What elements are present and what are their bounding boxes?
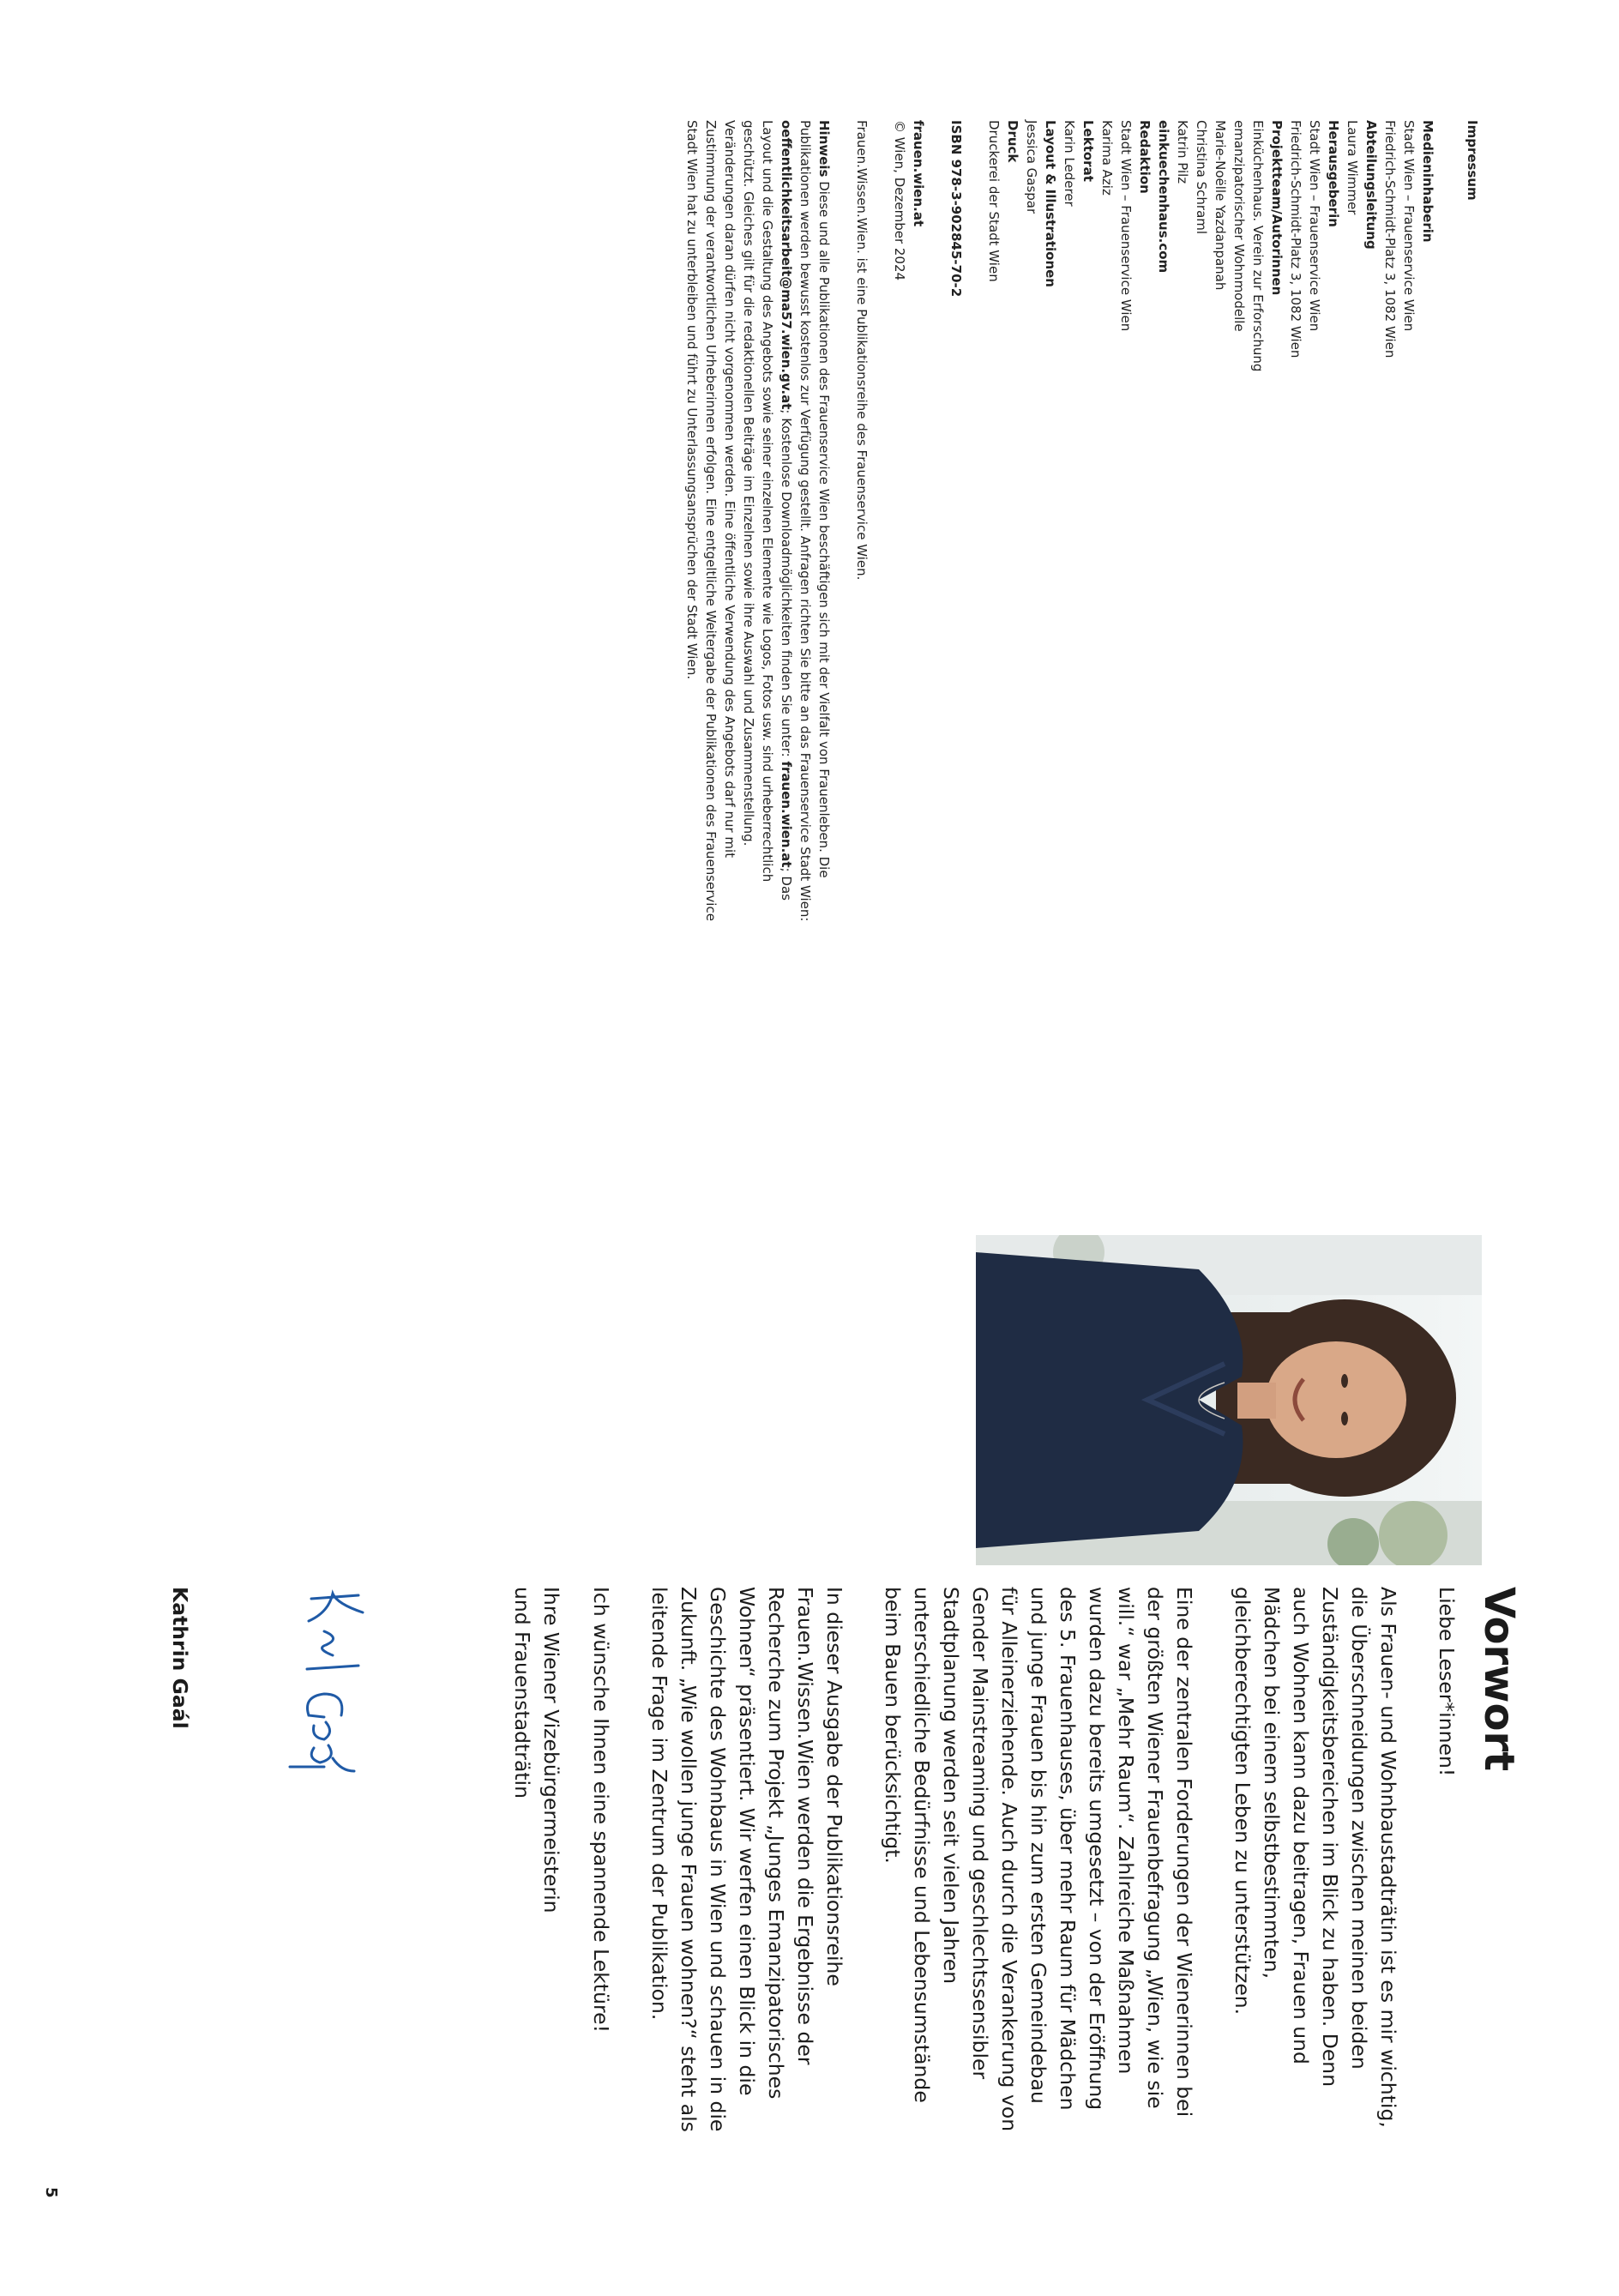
vorwort-paragraph: In dieser Ausgabe der Publikationsreihe Frauen.Wissen.Wien werden die Ergebnisse der Recherche zum Projekt „Junges Emanzipatorisches Wohnen“ präsentiert. Wir werfen einen Blick in die Geschichte des Wohnbaus in Wien und schauen in die Zukunft. „Wie wollen junge Frauen wohnen?“ steht als leitende Frage im Zentrum der Publikation. [647, 1587, 846, 2132]
portrait-illustration [976, 1235, 1482, 1565]
portrait-photo [976, 1235, 1482, 1565]
medieninhaberin-address: Friedrich-Schmidt-Platz 3, 1082 Wien [1382, 120, 1398, 359]
hinweis-text: Diese und alle Publikationen des Frauenservice Wien beschäftigen sich mit der Vielfalt von Frauenleben. Die Publikationen werden bewusst kostenlos zur Verfügung gestellt. Anfragen richten Sie bitte an das Frauenservice Stadt Wien: [797, 120, 832, 922]
page-number: 5 [42, 2187, 60, 2198]
author-name: Kathrin Gaál [168, 1587, 193, 1729]
greeting: Liebe Leser*innen! [1435, 1587, 1459, 1777]
medieninhaberin-line: Stadt Wien – Frauenservice Wien [1401, 120, 1417, 332]
druck-label: Druck [1005, 120, 1020, 163]
herausgeberin-label: Herausgeberin [1326, 120, 1341, 227]
vorwort-paragraph: Eine der zentralen Forderungen der Wienerinnen bei der größten Wiener Frauenbefragung „Wien, wie sie will.“ war „Mehr Raum“. Zahlreiche Maßnahmen wurden dazu bereits umgesetzt – von der Eröffnung des 5. Frauenhauses, über mehr Raum für Mädchen und junge Frauen bis hin zum ersten Gemeindebau für Alleinerziehende. Auch durch die Verankerung von Gender Mainstreaming und geschlechtssensibler Stadtplanung werden seit vielen Jahren unterschiedliche Bedürfnisse und Lebensumstände beim Bauen berücksichtigt. [881, 1587, 1196, 2132]
abteilungsleitung-label: Abteilungsleitung [1363, 120, 1379, 250]
redaktion-label: Redaktion [1137, 120, 1153, 194]
druck-name: Druckerei der Stadt Wien [986, 120, 1002, 282]
hinweis-label: Hinweis [816, 120, 832, 178]
redaktion-line: Stadt Wien – Frauenservice Wien [1118, 120, 1134, 332]
projektteam-line: Katrin Pilz [1175, 120, 1190, 184]
hinweis-paragraph [683, 120, 834, 943]
projektteam-web-link[interactable]: einkuechenhaus.com [1156, 120, 1171, 274]
herausgeberin-line: Stadt Wien – Frauenservice Wien [1307, 120, 1322, 332]
hinweis-text: ; Kostenlose Downloadmöglichkeiten finden Sie unter: [779, 409, 794, 762]
abteilungsleitung-name: Laura Wimmer [1345, 120, 1360, 215]
impressum-title: Impressum [1465, 120, 1480, 201]
projektteam-label: Projektteam/Autorinnen [1269, 120, 1285, 296]
role-line: und Frauenstadträtin [510, 1587, 534, 1799]
hinweis-web-link[interactable]: frauen.wien.at [779, 761, 794, 868]
closing-line: Ich wünsche Ihnen eine spannende Lektüre! [589, 1587, 613, 2033]
layout-name: Jessica Gaspar [1024, 120, 1039, 214]
layout-label: Layout & Illustrationen [1043, 120, 1058, 287]
projektteam-line: Marie-Noëlle Yazdanpanah [1213, 120, 1228, 291]
website-link[interactable]: frauen.wien.at [911, 120, 926, 227]
redaktion-line: Karima Aziz [1099, 120, 1115, 196]
copyright: © Wien, Dezember 2024 [892, 120, 907, 281]
handwritten-signature [281, 1587, 376, 1775]
vorwort-title: Vorwort [1475, 1587, 1523, 1772]
hinweis-email-link[interactable]: oeffentlichkeitsarbeit@ma57.wien.gv.at [779, 120, 794, 410]
projektteam-line: Einküchenhaus. Verein zur Erforschung [1250, 120, 1266, 372]
impressum-section [683, 120, 1482, 943]
medieninhaberin-label: Medieninhaberin [1420, 120, 1435, 243]
projektteam-line: emanzipatorischer Wohnmodelle [1231, 120, 1247, 332]
herausgeberin-address: Friedrich-Schmidt-Platz 3, 1082 Wien [1288, 120, 1303, 359]
lektorat-label: Lektorat [1080, 120, 1096, 182]
series-note: Frauen.Wissen.Wien. ist eine Publikationsreihe des Frauenservice Wien. [854, 120, 870, 581]
vorwort-paragraph: Als Frauen- und Wohnbaustadträtin ist es mir wichtig, die Überschneidungen zwischen meinen beiden Zuständigkeitsbereichen im Blick zu haben. Denn auch Wohnen kann dazu beitragen, Frauen und Mädchen bei einem selbstbestimmten, gleichberechtigten Leben zu unterstützen. [1231, 1587, 1400, 2128]
role-line: Ihre Wiener Vizebürgermeisterin [539, 1587, 563, 1913]
hinweis-text: ; Das Layout und die Gestaltung des Angebots sowie seiner einzelnen Elemente wie Logos, Fotos usw. sind urheberrechtlich geschützt. Gleiches gilt für die redaktionellen Beiträge im Einzelnen sowie ihre Auswahl und Zusammenstellung. Veränderungen daran dürfen nicht vorgenommen werden. Eine öffentliche Verwendung des Angebots darf nur mit Zustimmung der verantwortlichen Urheberinnen erfolgen. Eine entgeltliche Weitergabe der Publikationen des Frauenservice Stadt Wien hat zu unterbleiben und führt zu Unterlassungsansprüchen der Stadt Wien. [684, 120, 794, 921]
lektorat-name: Karin Lederer [1062, 120, 1077, 207]
vorwort-section [508, 1587, 1525, 2136]
isbn: ISBN 978-3-902845-70-2 [948, 120, 964, 298]
projektteam-line: Christina Schraml [1194, 120, 1209, 235]
